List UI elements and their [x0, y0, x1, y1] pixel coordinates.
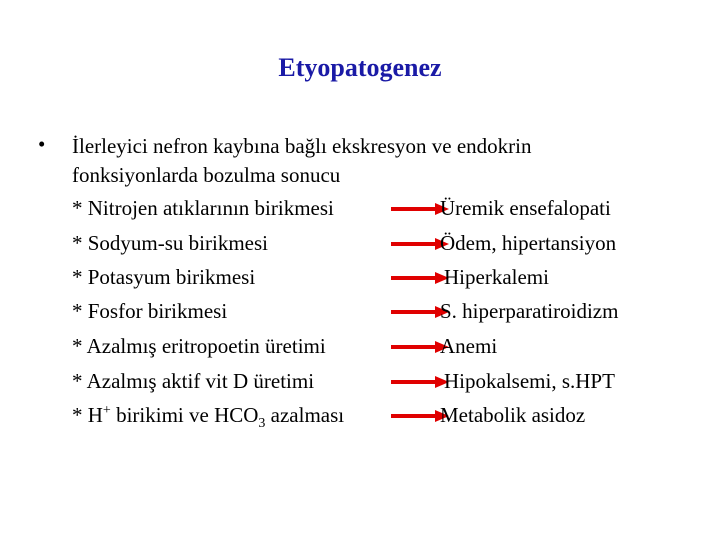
cause-suffix: azalması — [265, 403, 345, 427]
effect-text: Anemi — [440, 334, 498, 358]
effect-text: Metabolik asidoz — [440, 403, 586, 427]
cause-middle: birikimi ve HCO — [110, 403, 259, 427]
cause-effect-row-sodyum — [72, 228, 692, 258]
cause-prefix: * H — [72, 403, 103, 427]
cause-effect-row-fosfor — [72, 296, 692, 326]
intro-text — [72, 132, 692, 190]
cause-text: * Sodyum-su birikmesi — [72, 231, 269, 255]
arrow-right-icon — [389, 271, 451, 285]
cause-effect-row-potasyum — [72, 262, 692, 292]
subscript-3: 3 — [258, 416, 266, 432]
effect-text: Üremik ensefalopati — [440, 196, 611, 220]
intro-line-2: fonksiyonlarda bozulma sonucu — [72, 163, 341, 187]
cause-effect-row-vit-d — [72, 366, 692, 396]
cause-text: * Azalmış aktif vit D üretimi — [72, 369, 315, 393]
effect-text: Hiperkalemi — [444, 265, 549, 289]
arrow-right-icon — [389, 375, 451, 389]
cause-text: * Fosfor birikmesi — [72, 299, 228, 323]
bullet-marker: • — [38, 132, 46, 156]
effect-text: Hipokalsemi, s.HPT — [444, 369, 615, 393]
cause-effect-row-eritropoetin — [72, 331, 692, 361]
superscript-plus: + — [102, 403, 111, 418]
intro-line-1: İlerleyici nefron kaybına bağlı ekskresyon ve endokrin — [72, 134, 532, 158]
cause-text: * Nitrojen atıklarının birikmesi — [72, 196, 334, 220]
slide-title: Etyopatogenez — [278, 53, 442, 82]
effect-text: S. hiperparatiroidizm — [440, 299, 619, 323]
cause-text: * Potasyum birikmesi — [72, 265, 256, 289]
cause-text — [72, 400, 344, 430]
cause-text: * Azalmış eritropoetin üretimi — [72, 334, 326, 358]
cause-effect-row-asidoz — [72, 400, 692, 430]
effect-text: Ödem, hipertansiyon — [440, 231, 617, 255]
cause-effect-row-nitrojen — [72, 193, 692, 223]
